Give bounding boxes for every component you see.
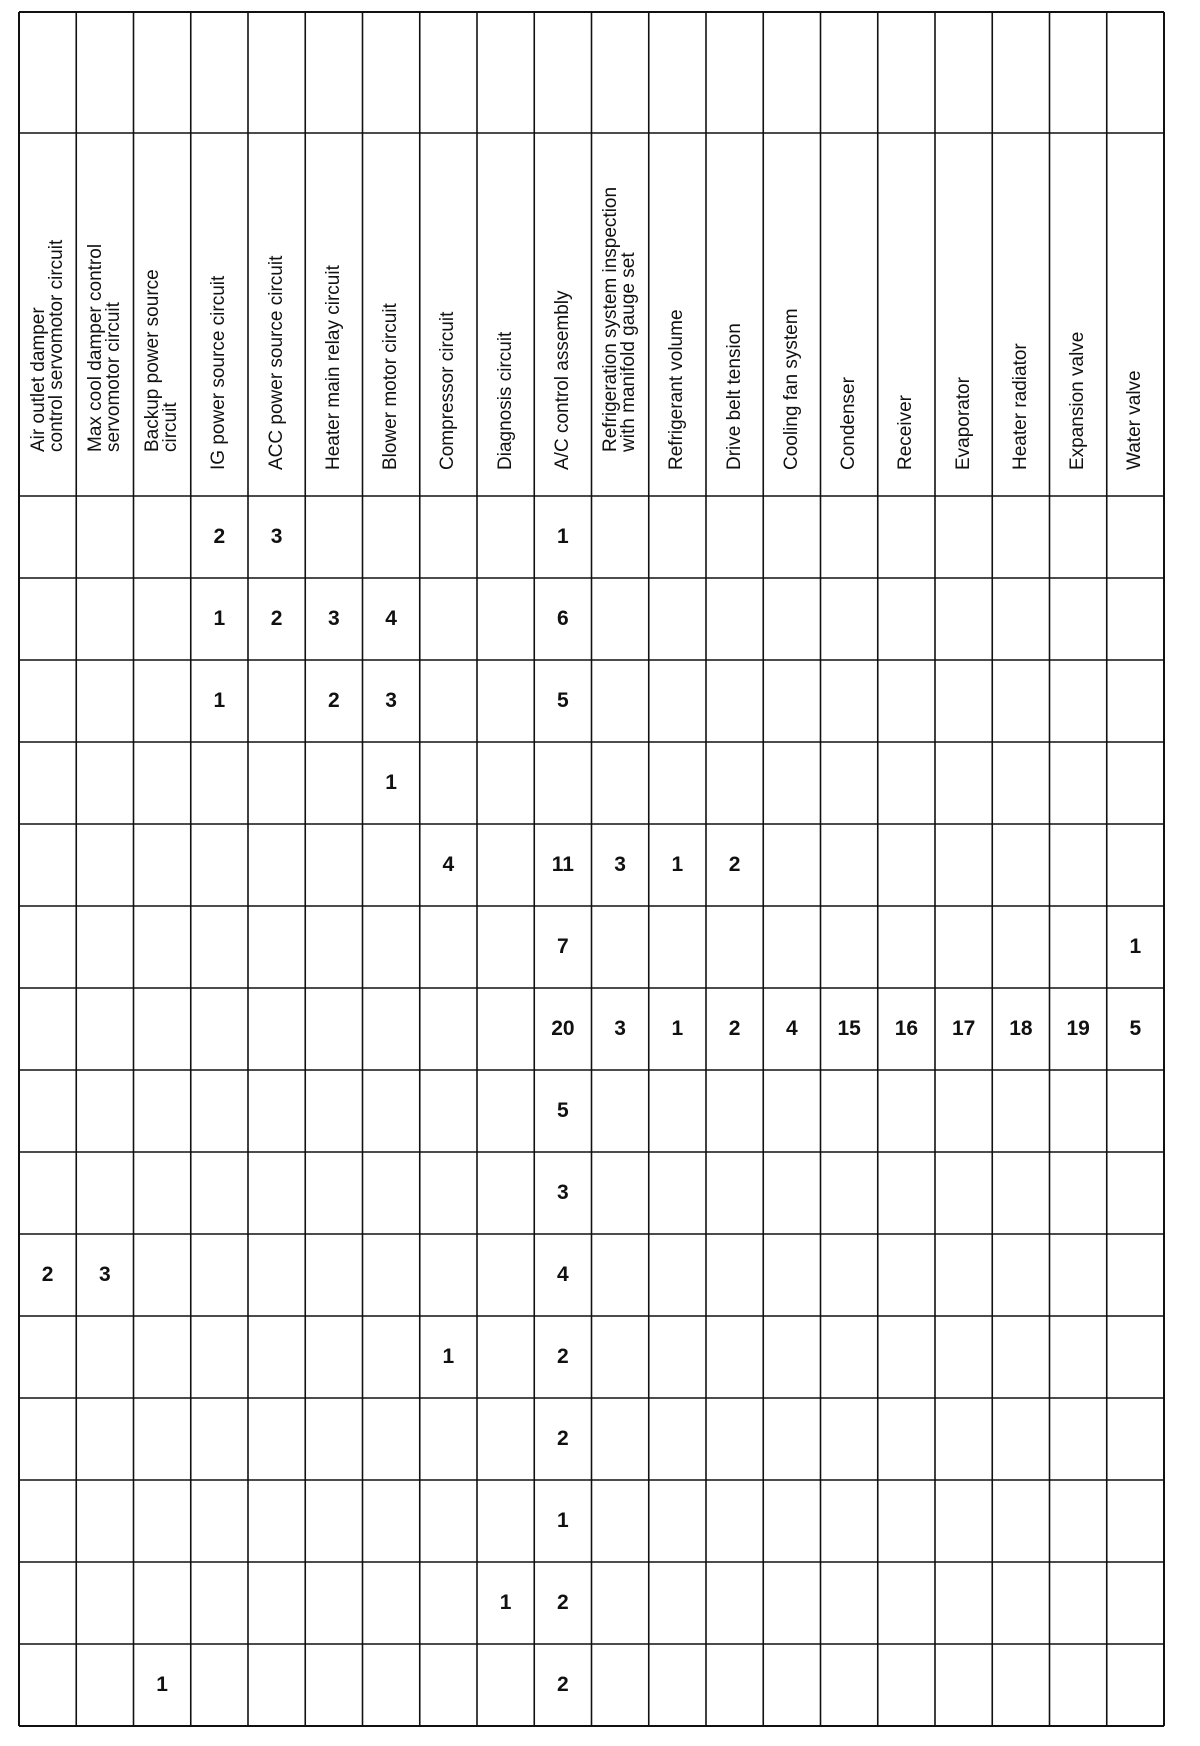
- table-cell: 2: [728, 853, 741, 876]
- column-header: [477, 133, 534, 488]
- column-header: [305, 133, 362, 488]
- table-cell: 4: [442, 853, 455, 876]
- table-cell: 2: [213, 525, 226, 548]
- column-header-label: Drive belt tension: [723, 323, 745, 470]
- table-cell: 1: [156, 1673, 168, 1696]
- column-header: [76, 133, 133, 488]
- column-header: [592, 133, 649, 488]
- table-cell: 16: [894, 1017, 919, 1040]
- table-cell: 19: [1066, 1017, 1090, 1040]
- table-cell: 1: [385, 771, 397, 794]
- column-header-label: Compressor circuit: [437, 311, 459, 470]
- table-cell: 4: [786, 1017, 798, 1040]
- table-cell: 1: [557, 1509, 569, 1532]
- table-cell: 2: [41, 1263, 54, 1286]
- table-cell: 3: [385, 689, 397, 712]
- column-header: [706, 133, 763, 488]
- table-cell: 1: [1129, 935, 1142, 958]
- table-cell: 15: [837, 1017, 861, 1040]
- table-cell: 4: [385, 607, 397, 630]
- column-header: [363, 133, 420, 488]
- column-header-label: Heater main relay circuit: [322, 265, 344, 470]
- column-header: [878, 133, 935, 488]
- column-header-label: Blower motor circuit: [380, 303, 402, 470]
- table-cell: 2: [557, 1427, 569, 1450]
- table-cell: 5: [557, 1099, 569, 1122]
- column-header: [134, 133, 191, 488]
- table-cell: 3: [270, 525, 283, 548]
- table-cell: 1: [557, 525, 569, 548]
- column-header-label: Heater radiator: [1009, 343, 1031, 470]
- column-header-label: Water valve: [1124, 370, 1146, 470]
- table-cell: 11: [551, 853, 574, 876]
- column-header: [649, 133, 706, 488]
- column-header-label: Air outlet damper control servomotor circuit: [27, 239, 67, 452]
- column-header-label: ACC power source circuit: [265, 255, 287, 470]
- table-cell: 1: [499, 1591, 512, 1614]
- table-cell: 20: [551, 1017, 575, 1040]
- table-cell: 2: [557, 1673, 569, 1696]
- table-cell: 2: [557, 1345, 569, 1368]
- table-cell: 17: [951, 1017, 976, 1040]
- column-header-label: Refrigerant volume: [666, 309, 688, 470]
- table-cell: 5: [1129, 1017, 1142, 1040]
- column-header-label: Expansion valve: [1067, 331, 1089, 470]
- column-header-label: Refrigeration system inspection with manifold gauge set: [600, 186, 640, 452]
- table-cell: 1: [671, 853, 684, 876]
- column-header: [191, 133, 248, 488]
- column-header-label: Diagnosis circuit: [494, 331, 516, 470]
- table-cell: 3: [614, 1017, 626, 1040]
- table-cell: 1: [213, 689, 226, 712]
- table-cell: 1: [442, 1345, 455, 1368]
- column-header: [1107, 133, 1164, 488]
- table-cell: 3: [328, 607, 340, 630]
- column-header: [992, 133, 1049, 488]
- table-cell: 2: [270, 607, 283, 630]
- table-cell: 1: [671, 1017, 684, 1040]
- column-header-label: Evaporator: [952, 377, 974, 470]
- column-header: [248, 133, 305, 488]
- table-cell: 2: [557, 1591, 569, 1614]
- column-header: [821, 133, 878, 488]
- column-header-label: IG power source circuit: [208, 275, 230, 470]
- column-header-label: Condenser: [838, 377, 860, 470]
- column-header: [1050, 133, 1107, 488]
- table-cell: 2: [728, 1017, 741, 1040]
- table-cell: 6: [557, 607, 569, 630]
- table-cell: 18: [1009, 1017, 1033, 1040]
- column-header-label: Max cool damper control servomotor circuit: [84, 243, 124, 452]
- column-header: [935, 133, 992, 488]
- column-header-label: Receiver: [895, 395, 917, 470]
- table-cell: 3: [557, 1181, 569, 1204]
- table-cell: 7: [557, 935, 569, 958]
- column-header: [420, 133, 477, 488]
- column-header-label: A/C control assembly: [551, 290, 573, 470]
- table-cell: 4: [557, 1263, 569, 1286]
- column-header: [19, 133, 76, 488]
- column-header-label: Cooling fan system: [780, 308, 802, 470]
- table-cell: 5: [557, 689, 569, 712]
- table-cell: 3: [614, 853, 626, 876]
- column-header: [763, 133, 820, 488]
- column-header: [534, 133, 591, 488]
- table-cell: 3: [99, 1263, 111, 1286]
- table-cell: 1: [213, 607, 226, 630]
- table-cell: 2: [328, 689, 340, 712]
- column-header-label: Backup power source circuit: [142, 269, 182, 452]
